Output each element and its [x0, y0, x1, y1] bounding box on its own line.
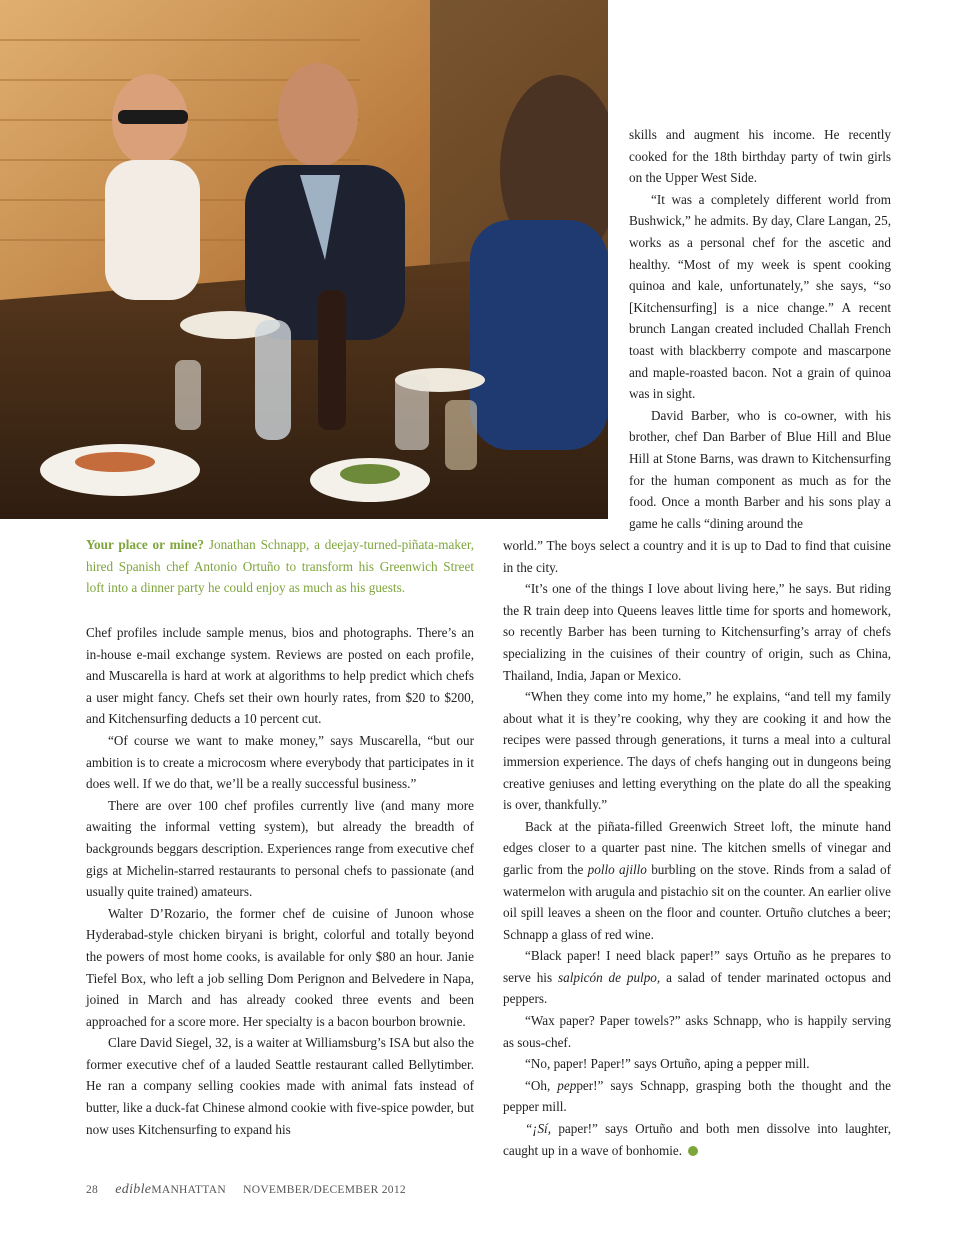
paragraph: “It’s one of the things I love about living here,” he says. But riding the R train deep into Queens leaves little time for sports and homework, so recently Barber has been turning to Kitchensurfing’s array of chefs specializing in the cuisines of their country of origin, such as China, Thailand, India, Japan or Mexico. — [503, 581, 891, 683]
caption-text: Jonathan Schnapp, a deejay-turned-piñata-maker, hired Spanish chef Antonio Ortuño to transform his Greenwich Street loft into a dinner party he could enjoy as much as his guests. — [86, 537, 474, 595]
paragraph: “When they come into my home,” he explains, “and tell my family about what it is they’re cooking, why they are cooking it and how the recipes were passed through generations, it turns a meal into a cultural immersion experience. The days of chefs hanging out in dungeons being creative geniuses and letting everything on the plate do all the speaking is over, thankfully.” — [503, 689, 891, 813]
brand-italic: edible — [115, 1182, 152, 1197]
right-column — [503, 535, 891, 1161]
photo-caption — [86, 534, 474, 599]
paragraph: Chef profiles include sample menus, bios and photographs. There’s an in-house e-mail exchange system. Reviews are posted on each profile, and Muscarella is hard at work at algorithms to help predict which chefs a user might fancy. Chefs set their own hourly rates, from $20 to $200, and Kitchensurfing deducts a 10 percent cut. — [86, 625, 474, 727]
italic-run: “¡Sí, — [525, 1121, 552, 1137]
issue-date: NOVEMBER/DECEMBER 2012 — [243, 1184, 406, 1196]
paragraph: “Wax paper? Paper towels?” asks Schnapp, who is happily serving as sous-chef. — [503, 1013, 891, 1050]
paragraph: Clare David Siegel, 32, is a waiter at Williamsburg’s ISA but also the former executive chef of a lauded Seattle restaurant called Bellytimber. He ran a company selling cookies made with animal fats instead of butter, like a duck-fat Chinese almond cookie with five-spice powder, but now uses Kitchensurfing to expand his — [86, 1035, 474, 1137]
text-run: per!” says Schnapp, grasping both the thought and the pepper mill. — [503, 1077, 892, 1115]
text-run: a salad of tender marinated octopus and peppers. — [503, 969, 891, 1007]
paragraph: “No, paper! Paper!” says Ortuño, aping a pepper mill. — [525, 1056, 810, 1072]
photo-illustration — [0, 0, 608, 519]
paragraph — [503, 816, 891, 946]
text-run: Back at the piñata-filled Greenwich Street loft, the minute hand edges closer to a quarter past nine. The kitchen smells of vinegar and garlic from the — [503, 818, 891, 877]
paragraph — [503, 1118, 891, 1161]
text-run: burbling on the stove. Rinds from a salad of watermelon with arugula and pistachio sit on the counter. An earlier olive oil spill leaves a sheen on the floor and counter. Ortuño clutches a beer; Schnapp a glass of red wine. — [503, 861, 892, 942]
paragraph: There are over 100 chef profiles currently live (and many more awaiting the informal vetting system), but already the breadth of backgrounds beggars description. Experiences range from executive chef gigs at Michelin-starred restaurants to personal chefs to passionate (and usually quite trained) amateurs. — [86, 797, 474, 900]
caption-lead: Your place or mine? — [86, 537, 205, 552]
paragraph — [503, 945, 891, 1010]
paragraph: “It was a completely different world from Bushwick,” he admits. By day, Clare Langan, 25, works as a personal chef for the ascetic and healthy. “Most of my week is spent cooking quinoa and kale, unfortunately,” she says, “so [Kitchensurfing] is a nice change.” A recent brunch Langan created included Challah French toast with blackberry compote and mascarpone and maple-roasted bacon. Not a grain of quinoa was in sight. — [629, 191, 891, 402]
dinner-party-photo — [0, 0, 608, 519]
paragraph: Walter D’Rozario, the former chef de cuisine of Junoon whose Hyderabad-style chicken biryani is bright, colorful and totally beyond the powers of most home cooks, is available for only $80 an hour. Janie Tiefel Box, who left a job selling Dom Perignon and Belvedere in Napa, joined in March and has already cooked three events and been approached for a score more. Her specialty is a bacon bourbon brownie. — [86, 905, 474, 1029]
left-column — [86, 622, 474, 1140]
italic-run: salpicón de pulpo, — [557, 969, 661, 985]
brand-caps: MANHATTAN — [151, 1184, 226, 1196]
end-mark-icon — [688, 1146, 698, 1156]
text-run: “Black paper! I need black paper!” says Ortuño as he prepares to serve his — [503, 948, 891, 985]
paragraph: world.” The boys select a country and it is up to Dad to find that cuisine in the city. — [503, 538, 891, 575]
text-run: “Oh, — [525, 1077, 551, 1093]
italic-run: pollo ajillo — [587, 861, 647, 877]
paragraph: David Barber, who is co-owner, with his brother, chef Dan Barber of Blue Hill and Blue Hill at Stone Barns, was drawn to Kitchensurfing for the human component as much as for the food. Once a month Barber and his sons play a game he calls “dining around the — [629, 407, 891, 531]
page-footer — [86, 1182, 406, 1198]
italic-run: pep — [557, 1077, 577, 1093]
text-run: paper!” says Ortuño and both men dissolve into laughter, caught up in a wave of bonhomie. — [503, 1121, 892, 1158]
right-top-column — [629, 124, 891, 534]
page-number: 28 — [86, 1184, 99, 1196]
paragraph — [503, 1075, 891, 1118]
paragraph: skills and augment his income. He recently cooked for the 18th birthday party of twin girls on the Upper West Side. — [629, 127, 891, 186]
paragraph: “Of course we want to make money,” says Muscarella, “but our ambition is to create a microcosm where everybody that participates in it does well. If we do that, we’ll be a really successful business.” — [86, 732, 474, 792]
